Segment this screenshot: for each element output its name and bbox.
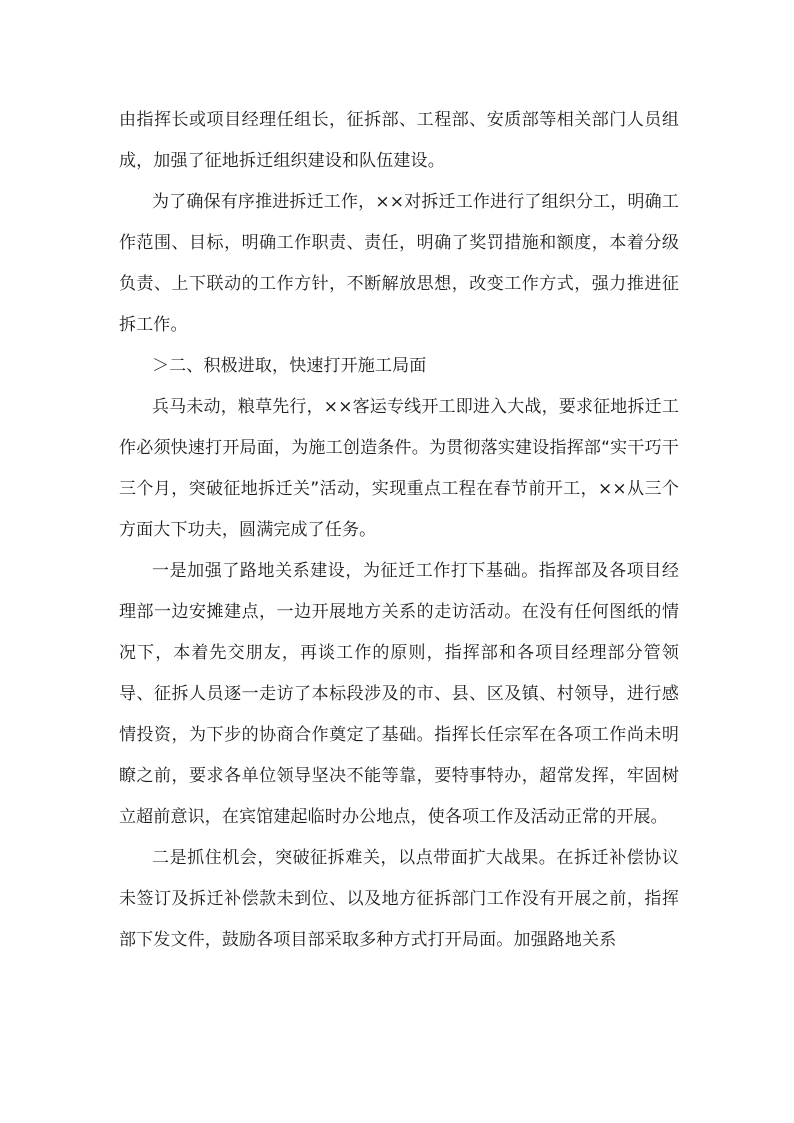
section-heading-2: ＞二、积极进取，快速打开施工局面 <box>152 356 427 376</box>
paragraph-point-2: 二是抓住机会，突破征拆难关，以点带面扩大战果。在拆迁补偿协议未签订及拆迁补偿款未到位、以及地方征拆部门工作没有开展之前，指挥部下发文件，鼓励各项目部采取多种方式打开局面。加强路地关系 <box>119 848 679 950</box>
paragraph-point-1: 一是加强了路地关系建设，为征迁工作打下基础。指挥部及各项目经理部一边安摊建点，一边开展地方关系的走访活动。在没有任何图纸的情况下，本着先交朋友，再谈工作的原则，指挥部和各项目经理部分管领导、征拆人员逐一走访了本标段涉及的市、县、区及镇、村领导，进行感情投资，为下步的协商合作奠定了基础。指挥长任宗军在各项工作尚未明瞭之前，要求各单位领导坚决不能等靠，要特事特办，超常发挥，牢固树立超前意识，在宾馆建起临时办公地点，使各项工作及活动正常的开展。 <box>119 561 679 827</box>
document-body <box>119 100 679 961</box>
paragraph-organization: 为了确保有序推进拆迁工作，××对拆迁工作进行了组织分工，明确工作范围、目标，明确工作职责、责任，明确了奖罚措施和额度，本着分级负责、上下联动的工作方针，不断解放思想，改变工作方式，强力推进征拆工作。 <box>119 192 679 335</box>
paragraph-continuation: 由指挥长或项目经理任组长，征拆部、工程部、安质部等相关部门人员组成，加强了征地拆迁组织建设和队伍建设。 <box>119 110 679 171</box>
paragraph-intro: 兵马未动，粮草先行，××客运专线开工即进入大战，要求征地拆迁工作必须快速打开局面，为施工创造条件。为贯彻落实建设指挥部“实干巧干三个月，突破征地拆迁关”活动，实现重点工程在春节前开工，××从三个方面大下功夫，圆满完成了任务。 <box>119 397 679 540</box>
